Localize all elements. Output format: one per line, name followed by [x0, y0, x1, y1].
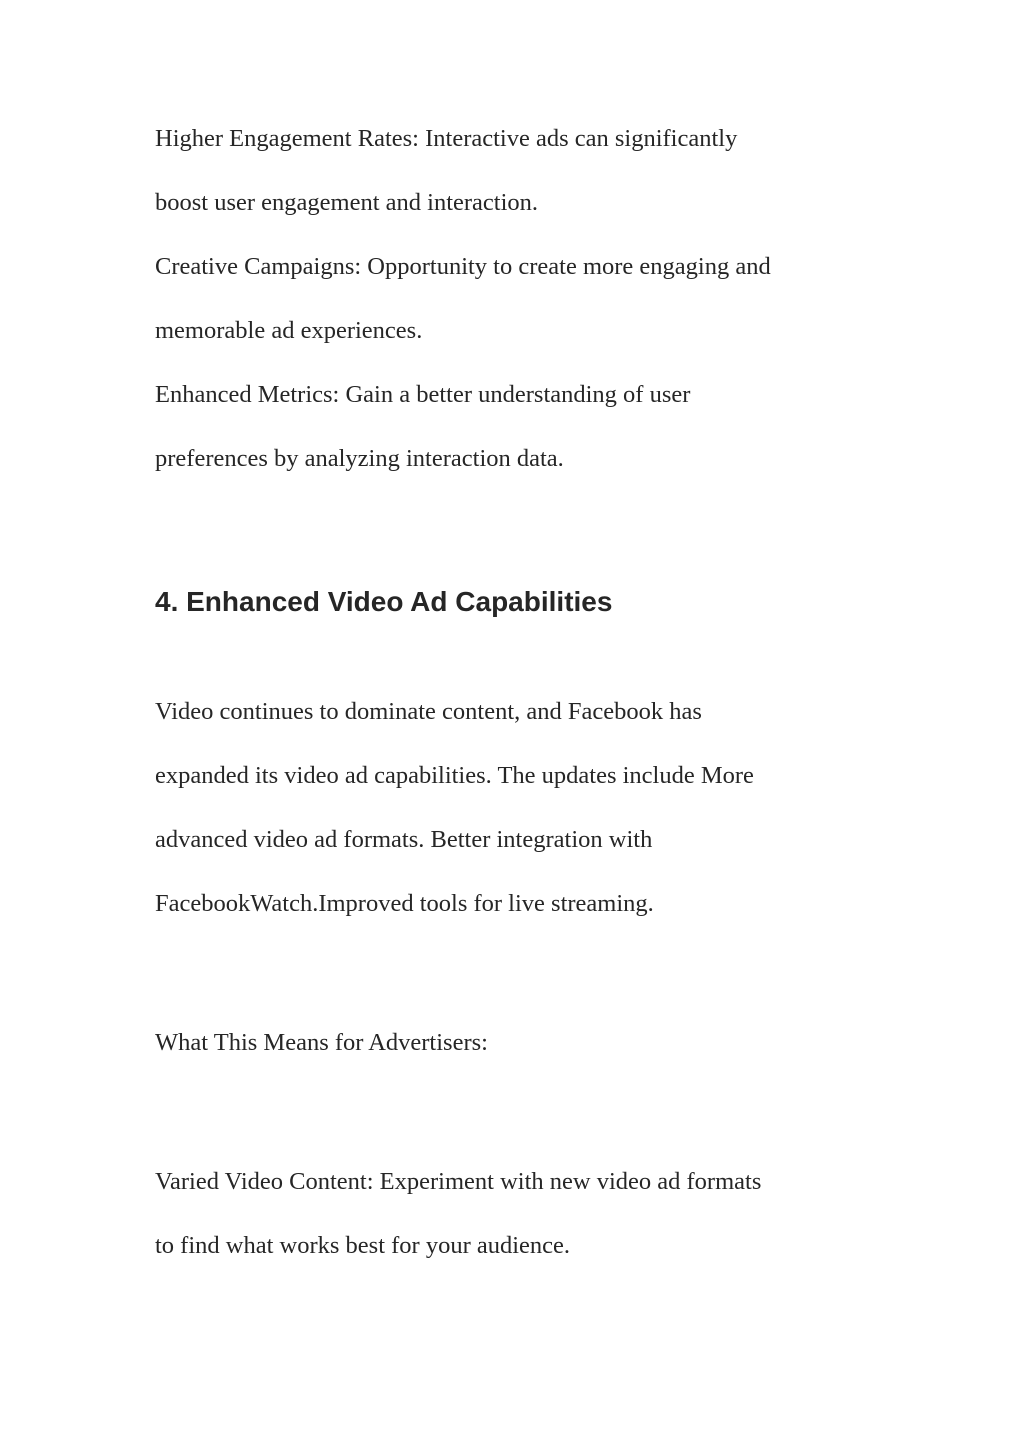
intro-paragraph-line-4: FacebookWatch.Improved tools for live streaming. — [155, 890, 654, 917]
benefit-creative-line-2: memorable ad experiences. — [155, 317, 423, 344]
intro-paragraph-line-3: advanced video ad formats. Better integration with — [155, 826, 653, 853]
benefit-creative-line-1: Creative Campaigns: Opportunity to create more engaging and — [155, 253, 771, 280]
intro-paragraph-line-2: expanded its video ad capabilities. The updates include More — [155, 762, 754, 789]
advertisers-label: What This Means for Advertisers: — [155, 1029, 488, 1056]
benefit-metrics-line-1: Enhanced Metrics: Gain a better understanding of user — [155, 381, 691, 408]
benefit-engagement-line-2: boost user engagement and interaction. — [155, 189, 539, 216]
section-heading: 4. Enhanced Video Ad Capabilities — [155, 586, 613, 617]
benefit-engagement-line-1: Higher Engagement Rates: Interactive ads can significantly — [155, 125, 738, 152]
benefit-metrics-line-2: preferences by analyzing interaction data. — [155, 445, 564, 472]
varied-content-line-2: to find what works best for your audience. — [155, 1232, 571, 1259]
varied-content-line-1: Varied Video Content: Experiment with new video ad formats — [155, 1168, 762, 1195]
intro-paragraph-line-1: Video continues to dominate content, and Facebook has — [155, 698, 702, 725]
